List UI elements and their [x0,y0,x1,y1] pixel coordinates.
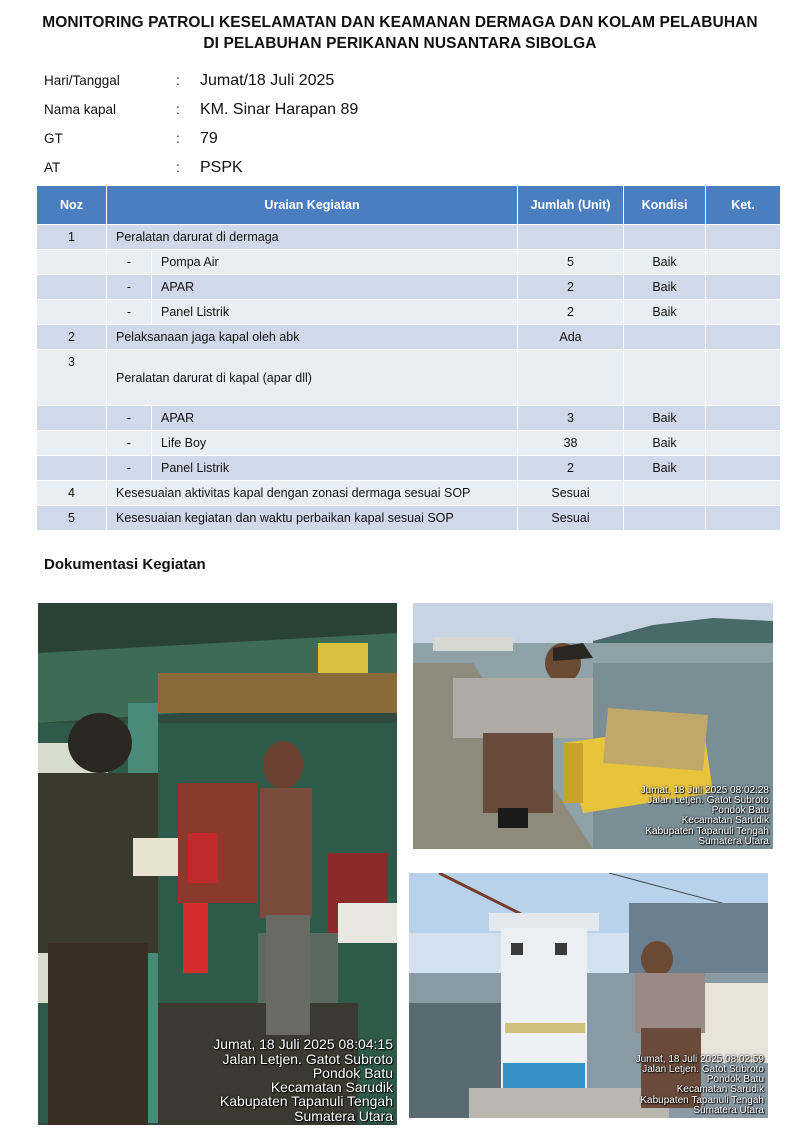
cell-no: 5 [37,506,107,531]
cell-activity: Panel Listrik [152,300,518,325]
info-colon: : [176,73,180,88]
document-title [20,12,780,54]
stamp-line: Sumatera Utara [294,1107,393,1124]
header-condition: Kondisi [624,186,706,225]
cell-remarks [706,300,781,325]
info-row-ship [44,95,444,124]
cell-quantity: Sesuai [518,506,624,531]
cell-quantity: 3 [518,406,624,431]
header-quantity: Jumlah (Unit) [518,186,624,225]
table-row [37,431,781,456]
stamp-line: Jumat, 18 Juli 2025 08:02:28 [640,784,769,796]
cell-condition: Baik [624,406,706,431]
cell-activity: Peralatan darurat di dermaga [107,225,518,250]
cell-dash: - [107,456,152,481]
info-row-date [44,66,444,95]
cell-activity: Life Boy [152,431,518,456]
photo-electric-panel [409,873,768,1118]
cell-no [37,406,107,431]
cell-dash: - [107,275,152,300]
table-row [37,350,781,406]
cell-no: 2 [37,325,107,350]
stamp-line: Jalan Letjen. Gatot Subroto [222,1050,393,1067]
cell-dash: - [107,406,152,431]
photo-engine-room [38,603,397,1125]
cell-condition: Baik [624,456,706,481]
cell-dash: - [107,250,152,275]
table-row [37,275,781,300]
cell-quantity [518,225,624,250]
cell-no [37,300,107,325]
cell-activity: Kesesuaian kegiatan dan waktu perbaikan kapal sesuai SOP [107,506,518,531]
info-row-gt [44,124,444,153]
info-colon: : [176,102,180,117]
stamp-line: Kabupaten Tapanuli Tengah [640,1094,764,1106]
info-block [44,66,444,182]
activity-table [36,185,781,531]
stamp-line: Pondok Batu [706,1074,764,1086]
cell-condition [624,506,706,531]
header-no: Noz [37,186,107,225]
stamp-line: Jalan Letjen. Gatot Subroto [647,795,769,807]
table-row [37,250,781,275]
info-colon: : [176,160,180,175]
info-value: 79 [200,129,218,147]
cell-quantity: 2 [518,300,624,325]
cell-activity: Peralatan darurat di kapal (apar dll) [107,350,518,406]
cell-quantity: 5 [518,250,624,275]
info-label: Nama kapal [44,102,117,117]
table-row [37,481,781,506]
cell-quantity: Ada [518,325,624,350]
table-row [37,456,781,481]
info-colon: : [176,131,180,146]
cell-no: 3 [37,350,107,406]
title-line-1: MONITORING PATROLI KESELAMATAN DAN KEAMANAN DERMAGA DAN KOLAM PELABUHAN [42,14,758,31]
header-remarks: Ket. [706,186,781,225]
table-row [37,406,781,431]
cell-remarks [706,325,781,350]
table-row [37,225,781,250]
table-row [37,325,781,350]
cell-remarks [706,225,781,250]
cell-remarks [706,275,781,300]
cell-remarks [706,250,781,275]
info-row-at [44,153,444,182]
cell-condition [624,225,706,250]
cell-condition [624,350,706,406]
cell-quantity [518,350,624,406]
stamp-line: Pondok Batu [711,805,769,817]
cell-no [37,456,107,481]
cell-activity: APAR [152,406,518,431]
cell-condition: Baik [624,250,706,275]
cell-no [37,275,107,300]
cell-no: 1 [37,225,107,250]
title-line-2: DI PELABUHAN PERIKANAN NUSANTARA SIBOLGA [203,35,597,52]
cell-activity: Kesesuaian aktivitas kapal dengan zonasi dermaga sesuai SOP [107,481,518,506]
info-value: Jumat/18 Juli 2025 [200,71,335,89]
stamp-line: Jalan Letjen. Gatot Subroto [642,1064,764,1076]
photo-dock-inspection [413,603,773,849]
info-label: AT [44,160,61,175]
stamp-line: Jumat, 18 Juli 2025 08:02:59 [635,1053,764,1065]
cell-condition: Baik [624,431,706,456]
info-label: GT [44,131,63,146]
cell-no [37,250,107,275]
info-label: Hari/Tanggal [44,73,120,88]
cell-condition [624,325,706,350]
stamp-line: Kabupaten Tapanuli Tengah [219,1093,393,1110]
cell-remarks [706,350,781,406]
documentation-title: Dokumentasi Kegiatan [44,556,206,573]
cell-remarks [706,481,781,506]
table-row [37,506,781,531]
cell-remarks [706,431,781,456]
cell-quantity: 2 [518,456,624,481]
stamp-line: Kecamatan Sarudik [676,1084,764,1096]
cell-remarks [706,506,781,531]
cell-activity: Pelaksanaan jaga kapal oleh abk [107,325,518,350]
cell-no: 4 [37,481,107,506]
stamp-line: Kecamatan Sarudik [270,1079,393,1096]
cell-remarks [706,456,781,481]
stamp-line: Kecamatan Sarudik [681,815,769,827]
cell-no [37,431,107,456]
cell-activity: Pompa Air [152,250,518,275]
cell-condition: Baik [624,275,706,300]
cell-activity: APAR [152,275,518,300]
info-value: PSPK [200,158,243,176]
stamp-line: Kabupaten Tapanuli Tengah [645,825,769,837]
cell-dash: - [107,300,152,325]
info-value: KM. Sinar Harapan 89 [200,100,359,118]
photo-timestamp-stamp [213,1037,393,1123]
cell-condition [624,481,706,506]
cell-condition: Baik [624,300,706,325]
cell-quantity: 38 [518,431,624,456]
stamp-line: Pondok Batu [312,1064,393,1081]
cell-remarks [706,406,781,431]
stamp-line: Sumatera Utara [693,1104,764,1116]
photo-timestamp-stamp [636,1055,764,1116]
stamp-line: Sumatera Utara [698,835,769,847]
cell-activity: Panel Listrik [152,456,518,481]
stamp-line: Jumat, 18 Juli 2025 08:04:15 [213,1036,393,1053]
cell-quantity: Sesuai [518,481,624,506]
photo-timestamp-stamp [641,786,769,847]
cell-dash: - [107,431,152,456]
table-row [37,300,781,325]
header-activity: Uraian Kegiatan [107,186,518,225]
cell-quantity: 2 [518,275,624,300]
table-header-row [37,186,781,225]
